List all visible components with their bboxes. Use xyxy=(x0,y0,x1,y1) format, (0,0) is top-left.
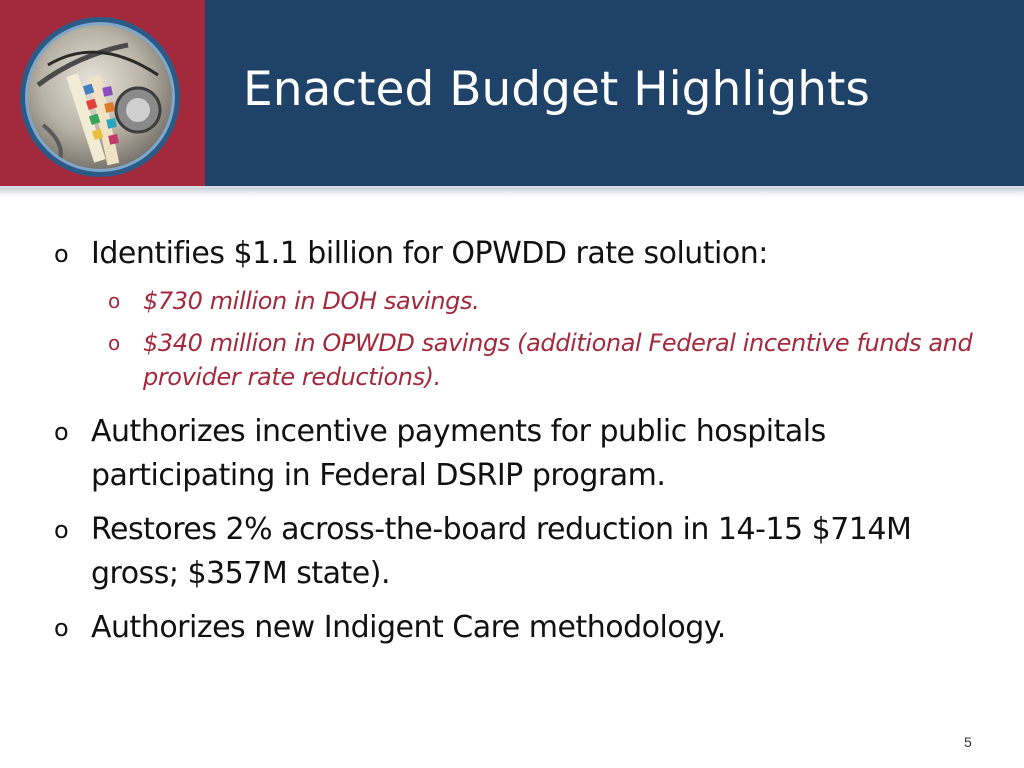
medical-collage-logo-icon xyxy=(18,15,182,179)
sub-bullet-marker: o xyxy=(108,289,120,313)
sub-bullet-item xyxy=(50,284,980,318)
sub-bullet-item xyxy=(50,326,980,394)
bullet-marker: o xyxy=(54,516,69,544)
slide-title: Enacted Budget Highlights xyxy=(243,62,870,117)
bullet-list xyxy=(50,232,980,660)
bullet-item xyxy=(50,508,980,596)
bullet-item xyxy=(50,606,980,650)
bullet-marker: o xyxy=(54,614,69,642)
bullet-text: Authorizes new Indigent Care methodology. xyxy=(91,610,726,645)
bullet-item xyxy=(50,410,980,498)
sub-bullet-marker: o xyxy=(108,331,120,355)
sub-bullet-text: $340 million in OPWDD savings (additional Federal incentive funds and provider rate reductions). xyxy=(143,329,973,391)
bullet-text: Restores 2% across-the-board reduction in 14-15 $714M gross; $357M state). xyxy=(91,512,912,591)
bullet-item xyxy=(50,232,980,276)
bullet-marker: o xyxy=(54,418,69,446)
bullet-text: Authorizes incentive payments for public hospitals participating in Federal DSRIP program. xyxy=(91,414,826,493)
sub-bullet-list xyxy=(50,284,980,394)
header-shadow xyxy=(0,188,1024,198)
bullet-text: Identifies $1.1 billion for OPWDD rate solution: xyxy=(91,236,768,271)
sub-bullet-text: $730 million in DOH savings. xyxy=(143,287,480,315)
page-number: 5 xyxy=(964,734,972,750)
bullet-marker: o xyxy=(54,240,69,268)
